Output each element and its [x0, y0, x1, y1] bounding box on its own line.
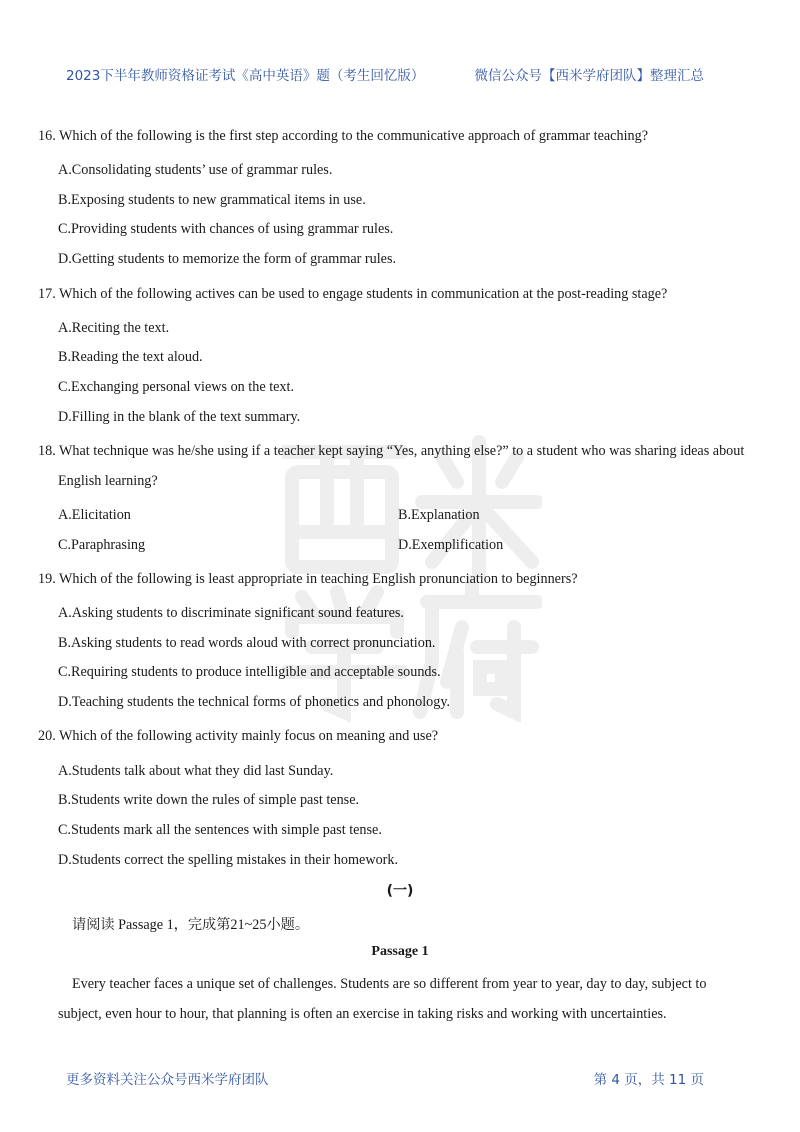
section-number: (一)	[386, 883, 414, 899]
question-20-option-a: A.Students talk about what they did last Sunday.	[58, 763, 334, 779]
question-19-option-b: B.Asking students to read words aloud with correct pronunciation.	[58, 635, 436, 651]
question-18-option-c: C.Paraphrasing	[58, 537, 146, 553]
page-footer	[66, 1068, 704, 1088]
question-16-option-d: D.Getting students to memorize the form of grammar rules.	[58, 251, 397, 267]
question-18-option-d: D.Exemplification	[398, 537, 504, 553]
question-19-stem: 19. Which of the following is least appropriate in teaching English pronunciation to beginners?	[38, 571, 578, 587]
question-18-option-a: A.Elicitation	[58, 507, 131, 523]
question-16-stem: 16. Which of the following is the first step according to the communicative approach of grammar teaching?	[38, 128, 648, 144]
question-19-option-c: C.Requiring students to produce intelligible and acceptable sounds.	[58, 664, 441, 680]
question-17-option-d: D.Filling in the blank of the text summary.	[58, 409, 301, 425]
question-16-option-b: B.Exposing students to new grammatical items in use.	[58, 192, 366, 208]
question-18-option-b: B.Explanation	[398, 507, 480, 523]
header-title: 2023下半年教师资格证考试《高中英语》题（考生回忆版）	[66, 68, 425, 84]
question-20-option-b: B.Students write down the rules of simple past tense.	[58, 792, 360, 808]
question-18-stem-continued: English learning?	[58, 473, 158, 489]
question-20-stem: 20. Which of the following activity mainly focus on meaning and use?	[38, 728, 439, 744]
footer-promo: 更多资料关注公众号西米学府团队	[66, 1072, 269, 1088]
question-20-option-d: D.Students correct the spelling mistakes in their homework.	[58, 852, 399, 868]
question-20-option-c: C.Students mark all the sentences with simple past tense.	[58, 822, 382, 838]
page-number: 第 4 页，共 11 页	[593, 1072, 704, 1088]
question-17-option-b: B.Reading the text aloud.	[58, 349, 203, 365]
question-16-option-a: A.Consolidating students’ use of grammar rules.	[58, 162, 333, 178]
passage-line-1: Every teacher faces a unique set of challenges. Students are so different from year to year, day to day, subject to	[72, 976, 707, 992]
passage-title: Passage 1	[371, 944, 429, 959]
question-17-option-a: A.Reciting the text.	[58, 320, 170, 336]
question-19-option-a: A.Asking students to discriminate significant sound features.	[58, 605, 404, 621]
question-19-option-d: D.Teaching students the technical forms of phonetics and phonology.	[58, 694, 451, 710]
question-18-stem: 18. What technique was he/she using if a teacher kept saying “Yes, anything else?” to a student who was sharing ideas about	[38, 443, 745, 459]
question-17-stem: 17. Which of the following actives can be used to engage students in communication at the post-reading stage?	[38, 286, 668, 302]
section-instruction: 请阅读 Passage 1，完成第21~25小题。	[72, 917, 310, 933]
header-source: 微信公众号【西米学府团队】整理汇总	[474, 68, 704, 84]
question-17-option-c: C.Exchanging personal views on the text.	[58, 379, 295, 395]
passage-line-2: subject, even hour to hour, that planning is often an exercise in taking risks and working with uncertainties.	[58, 1006, 667, 1022]
question-16-option-c: C.Providing students with chances of using grammar rules.	[58, 221, 394, 237]
